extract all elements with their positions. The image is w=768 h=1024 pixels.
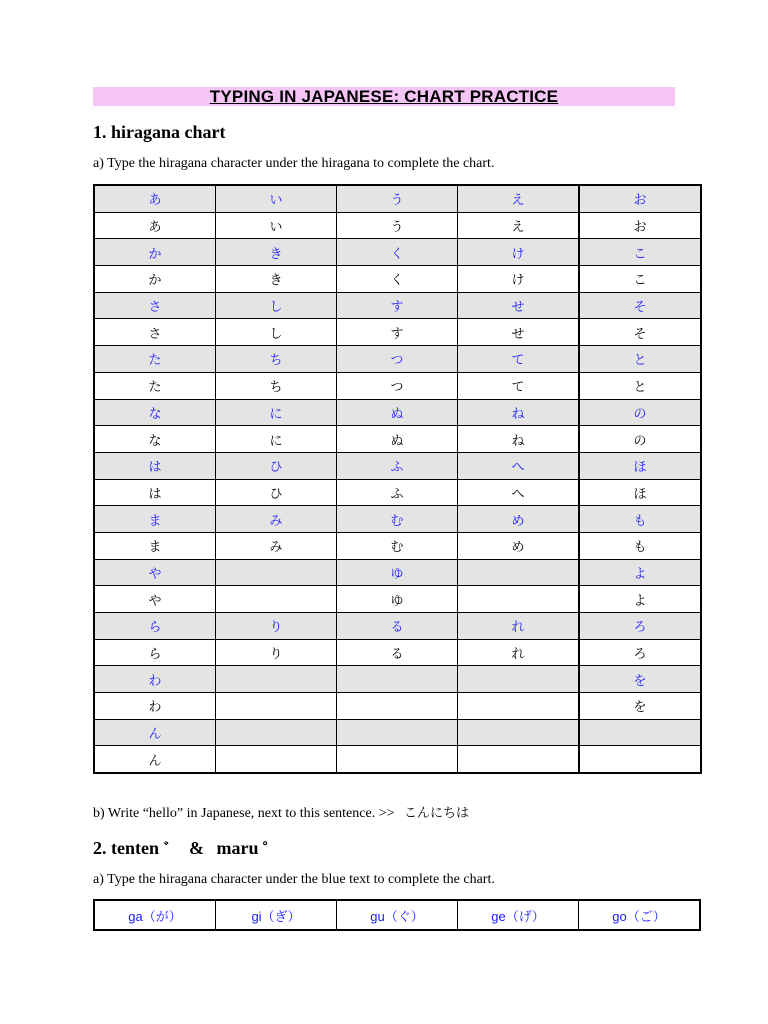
hiragana-answer-cell[interactable]: せ <box>458 319 580 346</box>
hiragana-prompt-row <box>94 559 701 586</box>
hiragana-answer-row <box>94 479 701 506</box>
hiragana-answer-cell[interactable]: り <box>216 639 337 666</box>
hiragana-prompt-cell: た <box>94 346 216 373</box>
hiragana-answer-cell[interactable]: ね <box>458 426 580 453</box>
hiragana-prompt-cell <box>579 719 701 746</box>
hiragana-prompt-row <box>94 185 701 212</box>
hiragana-answer-cell[interactable]: い <box>216 212 337 239</box>
hiragana-answer-row <box>94 426 701 453</box>
hiragana-prompt-cell: ひ <box>216 452 337 479</box>
hiragana-prompt-cell <box>458 559 580 586</box>
hiragana-answer-cell[interactable]: ほ <box>579 479 701 506</box>
hiragana-prompt-cell: ゆ <box>337 559 458 586</box>
maru-mark: ゜ <box>263 840 279 858</box>
hiragana-prompt-cell: い <box>216 185 337 212</box>
tenten-mark: ゛ <box>163 840 179 858</box>
title-banner <box>93 87 675 106</box>
section2-heading-amp: & <box>189 838 205 858</box>
hiragana-prompt-cell <box>337 719 458 746</box>
section1-instruction-a: a) Type the hiragana character under the hiragana to complete the chart. <box>93 156 495 171</box>
hiragana-prompt-row <box>94 613 701 640</box>
section2-heading-tenten: 2. tenten <box>93 838 159 858</box>
hiragana-answer-cell[interactable]: み <box>216 532 337 559</box>
hiragana-answer-cell[interactable]: に <box>216 426 337 453</box>
hiragana-answer-cell[interactable]: わ <box>94 693 216 720</box>
hiragana-answer-cell[interactable]: と <box>579 372 701 399</box>
hiragana-prompt-cell: の <box>579 399 701 426</box>
hiragana-answer-cell[interactable] <box>216 586 337 613</box>
hiragana-answer-cell[interactable] <box>337 693 458 720</box>
hiragana-answer-cell[interactable]: む <box>337 532 458 559</box>
hiragana-prompt-cell: て <box>458 346 580 373</box>
hiragana-answer-cell[interactable]: く <box>337 266 458 293</box>
hiragana-prompt-cell <box>337 666 458 693</box>
hiragana-prompt-cell: ね <box>458 399 580 426</box>
page-title: TYPING IN JAPANESE: CHART PRACTICE <box>209 87 559 106</box>
hiragana-prompt-cell: き <box>216 239 337 266</box>
hiragana-answer-cell[interactable] <box>579 746 701 773</box>
section1-instruction-b: b) Write “hello” in Japanese, next to this sentence. >> <box>93 806 395 821</box>
hiragana-answer-cell[interactable]: て <box>458 372 580 399</box>
hiragana-prompt-cell: ま <box>94 506 216 533</box>
hiragana-answer-cell[interactable] <box>458 746 580 773</box>
hiragana-answer-cell[interactable]: た <box>94 372 216 399</box>
hiragana-answer-row <box>94 212 701 239</box>
hiragana-prompt-cell: う <box>337 185 458 212</box>
hiragana-prompt-row <box>94 452 701 479</box>
hiragana-prompt-cell: ふ <box>337 452 458 479</box>
section2-heading-maru: maru <box>216 838 259 858</box>
hiragana-prompt-cell: よ <box>579 559 701 586</box>
hiragana-prompt-cell: あ <box>94 185 216 212</box>
hiragana-answer-cell[interactable]: も <box>579 532 701 559</box>
tenten-cell: ge（げ） <box>458 900 579 930</box>
hiragana-answer-cell[interactable]: ん <box>94 746 216 773</box>
hiragana-prompt-cell: れ <box>458 613 580 640</box>
hiragana-prompt-cell: む <box>337 506 458 533</box>
hiragana-prompt-cell: め <box>458 506 580 533</box>
hiragana-answer-cell[interactable]: を <box>579 693 701 720</box>
hello-answer-text[interactable]: こんにちは <box>404 806 470 821</box>
hiragana-prompt-row <box>94 666 701 693</box>
hiragana-prompt-row <box>94 399 701 426</box>
hiragana-prompt-cell: つ <box>337 346 458 373</box>
hiragana-answer-cell[interactable]: の <box>579 426 701 453</box>
hiragana-prompt-cell <box>216 719 337 746</box>
hiragana-prompt-cell: へ <box>458 452 580 479</box>
hiragana-answer-cell[interactable]: め <box>458 532 580 559</box>
hiragana-answer-cell[interactable]: そ <box>579 319 701 346</box>
hiragana-answer-cell[interactable]: ひ <box>216 479 337 506</box>
hiragana-answer-row <box>94 532 701 559</box>
hiragana-prompt-cell: り <box>216 613 337 640</box>
hiragana-answer-cell[interactable]: す <box>337 319 458 346</box>
hiragana-prompt-cell: し <box>216 292 337 319</box>
hiragana-answer-cell[interactable]: さ <box>94 319 216 346</box>
hiragana-prompt-cell: ぬ <box>337 399 458 426</box>
tenten-cell: ga（が） <box>94 900 216 930</box>
section2-heading <box>93 837 278 860</box>
hiragana-chart-table <box>93 184 702 774</box>
hiragana-prompt-cell: み <box>216 506 337 533</box>
hiragana-prompt-cell: え <box>458 185 580 212</box>
hiragana-prompt-cell: く <box>337 239 458 266</box>
section1-instruction-b-line <box>93 805 469 823</box>
hiragana-answer-row <box>94 266 701 293</box>
hiragana-prompt-row <box>94 719 701 746</box>
hiragana-answer-cell[interactable]: よ <box>579 586 701 613</box>
hiragana-prompt-cell: ん <box>94 719 216 746</box>
hiragana-prompt-row <box>94 506 701 533</box>
tenten-cell: go（ご） <box>579 900 701 930</box>
hiragana-answer-cell[interactable] <box>216 746 337 773</box>
hiragana-prompt-cell: わ <box>94 666 216 693</box>
hiragana-prompt-cell: ち <box>216 346 337 373</box>
hiragana-prompt-cell: か <box>94 239 216 266</box>
hiragana-prompt-cell: を <box>579 666 701 693</box>
hiragana-answer-cell[interactable]: ぬ <box>337 426 458 453</box>
hiragana-answer-cell[interactable]: ゆ <box>337 586 458 613</box>
hiragana-prompt-cell: さ <box>94 292 216 319</box>
hiragana-prompt-cell <box>458 666 580 693</box>
hiragana-answer-cell[interactable] <box>458 586 580 613</box>
hiragana-answer-cell[interactable]: れ <box>458 639 580 666</box>
hiragana-answer-cell[interactable]: か <box>94 266 216 293</box>
tenten-chart-table <box>93 899 701 931</box>
hiragana-prompt-cell: や <box>94 559 216 586</box>
tenten-cell: gu（ぐ） <box>337 900 458 930</box>
hiragana-answer-row <box>94 693 701 720</box>
hiragana-answer-cell[interactable] <box>337 746 458 773</box>
hiragana-prompt-cell: こ <box>579 239 701 266</box>
hiragana-answer-cell[interactable]: ら <box>94 639 216 666</box>
hiragana-answer-row <box>94 372 701 399</box>
hiragana-answer-cell[interactable]: は <box>94 479 216 506</box>
hiragana-answer-row <box>94 586 701 613</box>
hiragana-prompt-cell: そ <box>579 292 701 319</box>
hiragana-answer-cell[interactable] <box>216 693 337 720</box>
hiragana-answer-cell[interactable]: え <box>458 212 580 239</box>
hiragana-prompt-cell <box>458 719 580 746</box>
hiragana-prompt-cell: る <box>337 613 458 640</box>
hiragana-answer-cell[interactable]: あ <box>94 212 216 239</box>
hiragana-answer-cell[interactable]: お <box>579 212 701 239</box>
hiragana-answer-cell[interactable]: こ <box>579 266 701 293</box>
tenten-cell: gi（ぎ） <box>216 900 337 930</box>
hiragana-answer-cell[interactable]: け <box>458 266 580 293</box>
hiragana-prompt-cell: ほ <box>579 452 701 479</box>
hiragana-answer-cell[interactable]: な <box>94 426 216 453</box>
hiragana-prompt-cell: は <box>94 452 216 479</box>
hiragana-prompt-cell: け <box>458 239 580 266</box>
hiragana-answer-cell[interactable]: へ <box>458 479 580 506</box>
hiragana-prompt-cell: と <box>579 346 701 373</box>
hiragana-prompt-cell: お <box>579 185 701 212</box>
hiragana-prompt-row <box>94 292 701 319</box>
section1-heading: 1. hiragana chart <box>93 122 226 142</box>
hiragana-answer-cell[interactable]: き <box>216 266 337 293</box>
hiragana-answer-row <box>94 319 701 346</box>
tenten-prompt-row <box>94 900 700 930</box>
section2-instruction-a: a) Type the hiragana character under the blue text to complete the chart. <box>93 872 495 887</box>
hiragana-answer-cell[interactable]: や <box>94 586 216 613</box>
hiragana-prompt-row <box>94 239 701 266</box>
hiragana-answer-row <box>94 639 701 666</box>
hiragana-answer-row <box>94 746 701 773</box>
hiragana-prompt-cell: す <box>337 292 458 319</box>
hiragana-answer-cell[interactable]: し <box>216 319 337 346</box>
hiragana-prompt-row <box>94 346 701 373</box>
hiragana-prompt-cell <box>216 559 337 586</box>
hiragana-answer-cell[interactable]: ふ <box>337 479 458 506</box>
hiragana-prompt-cell: ら <box>94 613 216 640</box>
hiragana-prompt-cell: ろ <box>579 613 701 640</box>
hiragana-prompt-cell: せ <box>458 292 580 319</box>
hiragana-answer-cell[interactable]: ま <box>94 532 216 559</box>
hiragana-answer-cell[interactable]: ろ <box>579 639 701 666</box>
hiragana-prompt-cell: も <box>579 506 701 533</box>
hiragana-answer-cell[interactable]: ち <box>216 372 337 399</box>
hiragana-answer-cell[interactable] <box>458 693 580 720</box>
hiragana-answer-cell[interactable]: つ <box>337 372 458 399</box>
hiragana-prompt-cell <box>216 666 337 693</box>
hiragana-answer-cell[interactable]: う <box>337 212 458 239</box>
hiragana-prompt-cell: に <box>216 399 337 426</box>
hiragana-answer-cell[interactable]: る <box>337 639 458 666</box>
hiragana-prompt-cell: な <box>94 399 216 426</box>
